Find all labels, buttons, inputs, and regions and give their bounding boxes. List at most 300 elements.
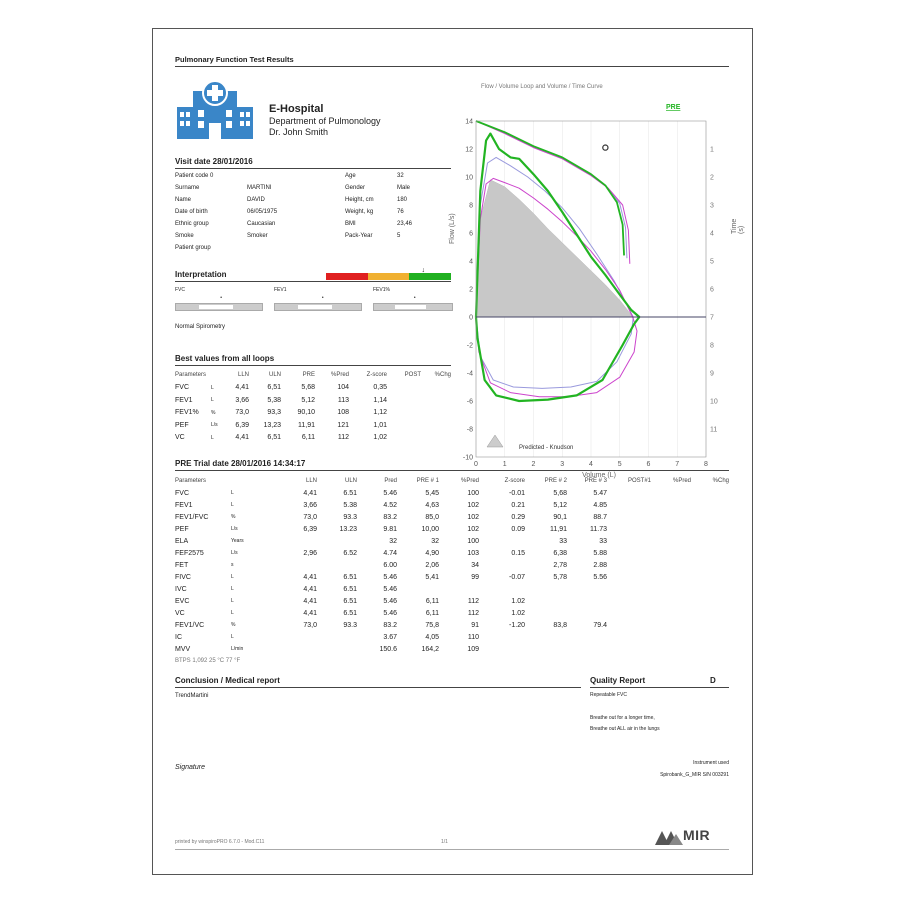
parameter-name: PEF xyxy=(175,525,189,533)
x-tick-label: 7 xyxy=(675,461,680,468)
table-cell: 93,3 xyxy=(267,409,281,417)
table-cell: 4,41 xyxy=(303,489,317,497)
table-cell: 1.02 xyxy=(511,597,525,605)
x-tick-label: 5 xyxy=(617,461,622,468)
table-cell xyxy=(651,523,691,535)
column-header: PRE # 2 xyxy=(544,478,567,484)
report-title: Pulmonary Function Test Results xyxy=(175,55,294,64)
y2-tick-label: 1 xyxy=(710,146,714,154)
parameter-name: FEV1/FVC xyxy=(175,513,209,521)
table-cell: 33 xyxy=(559,537,567,545)
title-rule xyxy=(175,66,729,67)
y-tick-label: 4 xyxy=(469,258,473,266)
table-cell: 5,12 xyxy=(301,396,315,404)
table-cell: -0.01 xyxy=(509,489,525,497)
hospital-icon xyxy=(175,79,255,139)
table-cell xyxy=(651,607,691,619)
table-cell xyxy=(317,535,357,547)
table-row xyxy=(175,643,729,655)
trial-title: PRE Trial date 28/01/2016 14:34:17 xyxy=(175,459,306,468)
table-cell xyxy=(691,595,729,607)
unit: Years xyxy=(231,538,244,544)
y2-axis-label: Time (s) xyxy=(731,218,745,234)
table-cell xyxy=(387,407,421,420)
table-cell: 73,0 xyxy=(303,513,317,521)
table-cell xyxy=(607,511,651,523)
patient-ethnic: Caucasian xyxy=(247,221,276,227)
mir-wordmark: MIR xyxy=(683,827,711,843)
table-cell xyxy=(607,499,651,511)
parameter-name: VC xyxy=(175,434,185,442)
x-axis-label: Volume (L) xyxy=(582,472,616,479)
table-cell: 5,12 xyxy=(553,501,567,509)
y2-tick-label: 3 xyxy=(710,202,714,210)
table-cell xyxy=(607,643,651,655)
table-cell: 91 xyxy=(471,621,479,629)
unit: L xyxy=(231,586,234,592)
table-cell: 5,68 xyxy=(301,384,315,392)
parameter-name: FEV1/VC xyxy=(175,621,205,629)
pre-legend: PRE xyxy=(666,104,681,111)
table-cell: 4,41 xyxy=(303,609,317,617)
table-cell: 5.46 xyxy=(383,585,397,593)
table-cell: 104 xyxy=(337,384,349,392)
instrument-value: Spirobank_G_MIR S/N 003291 xyxy=(660,772,729,778)
y2-tick-label: 2 xyxy=(710,174,714,182)
column-header xyxy=(211,369,225,382)
table-cell xyxy=(691,559,729,571)
unit: L/s xyxy=(231,526,238,532)
table-cell: 73,0 xyxy=(235,409,249,417)
table-row xyxy=(175,607,729,619)
table-row xyxy=(175,394,451,407)
table-row xyxy=(175,407,451,420)
table-cell: 5.46 xyxy=(383,573,397,581)
table-cell: 150.6 xyxy=(379,645,397,653)
y2-tick-label: 11 xyxy=(710,426,718,434)
table-cell xyxy=(567,595,607,607)
predicted-legend-swatch xyxy=(487,435,503,447)
table-cell: 6,11 xyxy=(425,609,439,617)
table-cell xyxy=(273,643,317,655)
column-header: PRE xyxy=(302,372,315,379)
table-cell xyxy=(525,607,567,619)
table-cell xyxy=(567,631,607,643)
table-cell: 10,00 xyxy=(421,525,439,533)
table-row xyxy=(175,619,729,631)
parameter-name: FEV1 xyxy=(175,501,193,509)
table-cell xyxy=(525,595,567,607)
table-cell: 75,8 xyxy=(425,621,439,629)
column-header: POST#1 xyxy=(627,478,651,484)
table-cell xyxy=(651,595,691,607)
indicator-label: FVC xyxy=(175,287,185,293)
table-cell: 1,12 xyxy=(373,409,387,417)
table-row xyxy=(175,631,729,643)
table-row xyxy=(175,419,451,432)
table-cell xyxy=(691,535,729,547)
table-cell: 83.2 xyxy=(383,621,397,629)
table-cell xyxy=(387,382,421,395)
table-row xyxy=(175,432,451,445)
y2-tick-label: 9 xyxy=(710,370,714,378)
table-cell: 0.15 xyxy=(511,549,525,557)
column-header: Parameters xyxy=(175,478,207,484)
visit-label: BMI xyxy=(345,221,356,227)
trial-table xyxy=(175,475,729,655)
table-cell: 6,11 xyxy=(301,434,315,442)
patient-packyear: 5 xyxy=(397,233,401,239)
severity-scale xyxy=(326,267,451,280)
y-axis-label: Flow (L/s) xyxy=(449,213,456,244)
hospital-doctor: Dr. John Smith xyxy=(269,127,329,137)
parameter-name: FVC xyxy=(175,384,189,392)
patient-height: 180 xyxy=(397,197,408,203)
table-cell: 11,91 xyxy=(550,525,567,533)
unit: L xyxy=(231,490,234,496)
table-cell: 4,41 xyxy=(303,585,317,593)
table-cell xyxy=(567,607,607,619)
table-cell: 0.29 xyxy=(511,513,525,521)
patient-bmi: 23,46 xyxy=(397,221,413,227)
x-tick-label: 8 xyxy=(704,461,708,468)
table-cell xyxy=(421,382,451,395)
instrument-label: Instrument used xyxy=(693,760,729,766)
indicator-label: FEV1% xyxy=(373,287,390,293)
unit: L xyxy=(231,502,234,508)
table-cell: 4,41 xyxy=(235,434,249,442)
fev1pct-indicator-bar xyxy=(373,303,453,311)
y-tick-label: 10 xyxy=(465,174,473,182)
visit-label: Weight, kg xyxy=(345,209,374,215)
report-page: Pulmonary Function Test Results E-Hospital Department of Pulmonology Dr. John Smith Visit date 28/01/2016 Patient code 0 Surname MARTINI Name DAVID Date of birth 06/05/1975 Ethnic group Caucasian Smoke Smoker Patient group Age 32 Gender Male Height, cm 180 Weight, kg 76 BMI 23,46 Pack-Year 5 Interpretation ↓ FVC • FEV1 • FEV1% • Normal Spirometry Best values from all loops Parameters LLN ULN PRE %Pred Z-score POST %Chg FVC L 4,41 6,51 5,68 104 0,35 FEV1 L 3,66 5,38 5,12 113 1,14 FEV1% % 73,0 93,3 90,10 108 1,12 PEF L/s 6,39 13,23 11,91 121 1,01 VC L 4,41 6,51 6,11 112 1,02 Flow / Volume Loop and Volume / Time Curve 0 1 2 3 4 5 6 7 8 -10 -8 -6 -4 -2 0 2 4 6 8 10 12 14 1 2 3 4 5 6 7 8 9 10 11 PRE Predicted - Knudson Volume (L) Flow (L/s) Time (s) PRE Trial date 28/01/2016 14:34:17 Parameters LLN ULN Pred PRE # 1 %Pred Z-score PRE # 2 PRE # 3 POST#1 %Pred %Chg FVC L 4,41 6.51 5.46 5,45 100 -0.01 5,68 5.47 FEV1 L 3,66 5.38 4.52 4,63 102 0.21 5,12 4.85 FEV1/FVC % 73,0 93.3 83.2 85,0 102 0.29 90,1 88.7 PEF L/s 6,39 13.23 9.81 10,00 102 0.09 11,91 11.73 ELA Years 32 32 100 33 33 FEF2575 L/s 2,96 6.52 4.74 4,90 103 0.15 6,38 5.88 FET s 6.00 2,06 34 2,78 2.88 FIVC L 4,41 6.51 5.46 5,41 99 -0.07 5,78 5.56 IVC L 4,41 6.51 5.46 EVC L 4,41 6.51 5.46 6,11 112 1.02 VC L 4,41 6.51 5.46 6,11 112 1.02 FEV1/VC % 73,0 93.3 83.2 75,8 91 -1.20 83,8 79.4 IC L 3.67 4,05 110 MVV L/min 150.6 164,2 109 BTPS 1,092 25 °C 77 °F Conclusion / Medical report TrendMartini Signature Quality Report D Repeatable FVC Breathe out for a longer time, Breathe out ALL air in the lungs Instrument used Spirobank_G_MIR S/N 003291 printed by winspiroPRO 6.7.0 - Mod.C11 1/1 MIR xyxy=(152,28,753,875)
table-cell xyxy=(691,511,729,523)
unit: L xyxy=(231,610,234,616)
severity-pointer-icon: ↓ xyxy=(421,267,425,274)
visit-rule xyxy=(175,168,451,169)
fvc-indicator-bar xyxy=(175,303,263,311)
bar-normal-range xyxy=(298,305,332,309)
column-header: PRE # 3 xyxy=(584,478,607,484)
patient-weight: 76 xyxy=(397,209,404,215)
unit: L/s xyxy=(231,550,238,556)
table-cell: 1,02 xyxy=(373,434,387,442)
visit-label: Name xyxy=(175,197,192,203)
x-tick-label: 0 xyxy=(474,461,478,468)
y-tick-label: -6 xyxy=(466,398,473,406)
x-tick-label: 4 xyxy=(589,461,593,468)
conclusion-rule xyxy=(175,687,581,688)
table-cell: 6,51 xyxy=(267,384,281,392)
column-header: %Chg xyxy=(434,372,451,379)
table-row xyxy=(175,547,729,559)
table-cell xyxy=(273,559,317,571)
x-tick-label: 6 xyxy=(646,461,651,468)
parameter-name: ELA xyxy=(175,537,189,545)
table-cell xyxy=(651,619,691,631)
table-cell xyxy=(525,631,567,643)
table-cell: 5.38 xyxy=(343,501,357,509)
patient-dob: 06/05/1975 xyxy=(247,209,278,215)
table-cell xyxy=(317,643,357,655)
table-cell xyxy=(651,643,691,655)
unit: L xyxy=(231,634,234,640)
parameter-name: VC xyxy=(175,609,185,617)
table-cell: 90,1 xyxy=(553,513,567,521)
table-cell: 4,41 xyxy=(303,597,317,605)
table-cell: 6,39 xyxy=(303,525,317,533)
unit: % xyxy=(231,622,236,628)
visit-label: Date of birth xyxy=(175,209,208,215)
table-cell: 1,14 xyxy=(373,396,387,404)
interpretation-rule xyxy=(175,281,451,282)
unit: L xyxy=(211,397,214,404)
signature-label: Signature xyxy=(175,764,205,771)
table-cell xyxy=(607,619,651,631)
table-cell xyxy=(607,559,651,571)
table-cell xyxy=(691,547,729,559)
table-cell: 6,39 xyxy=(235,421,249,429)
y-tick-label: -2 xyxy=(466,342,473,350)
table-cell xyxy=(479,631,525,643)
table-cell: 109 xyxy=(467,645,479,653)
table-cell xyxy=(607,487,651,499)
quality-line: Repeatable FVC xyxy=(590,692,627,698)
table-row xyxy=(175,382,451,395)
table-cell xyxy=(651,583,691,595)
table-cell: 4.74 xyxy=(383,549,397,557)
table-cell: 6.51 xyxy=(343,597,357,605)
table-cell xyxy=(691,499,729,511)
table-row xyxy=(175,487,729,499)
unit: L/min xyxy=(231,646,244,652)
table-cell xyxy=(387,394,421,407)
table-cell: 6,11 xyxy=(425,597,439,605)
table-cell: 102 xyxy=(467,525,479,533)
table-cell: 5.46 xyxy=(383,489,397,497)
indicator-label: FEV1 xyxy=(274,287,287,293)
table-cell xyxy=(691,583,729,595)
bar-normal-range xyxy=(395,305,426,309)
table-cell: 110 xyxy=(467,633,479,641)
table-cell: 85,0 xyxy=(425,513,439,521)
y2-tick-label: 7 xyxy=(710,314,714,322)
table-cell: 90,10 xyxy=(297,409,315,417)
y-tick-label: 2 xyxy=(469,286,473,294)
visit-label: Patient group xyxy=(175,245,211,251)
column-header: %Pred xyxy=(460,478,479,484)
table-cell xyxy=(479,535,525,547)
unit: % xyxy=(211,409,216,416)
best-values-table xyxy=(175,369,451,444)
y-tick-label: 0 xyxy=(469,314,473,322)
column-header: ULN xyxy=(268,372,281,379)
table-cell: 5.88 xyxy=(593,549,607,557)
table-cell: 4.85 xyxy=(593,501,607,509)
printed-by: printed by winspiroPRO 6.7.0 - Mod.C11 xyxy=(175,839,265,845)
table-cell: 32 xyxy=(431,537,439,545)
table-cell: 1,01 xyxy=(373,421,387,429)
table-cell: 0.21 xyxy=(511,501,525,509)
parameter-name: FEF2575 xyxy=(175,549,204,557)
predicted-legend-label: Predicted - Knudson xyxy=(519,445,574,451)
x-tick-label: 3 xyxy=(560,461,565,468)
table-cell: 6.51 xyxy=(343,585,357,593)
pef-marker-icon xyxy=(603,145,608,150)
table-row xyxy=(175,595,729,607)
table-row xyxy=(175,559,729,571)
patient-name: DAVID xyxy=(247,197,265,203)
unit: s xyxy=(231,562,234,568)
table-cell: 4,41 xyxy=(235,384,249,392)
table-cell xyxy=(421,394,451,407)
table-cell: 5,45 xyxy=(425,489,439,497)
parameter-name: IVC xyxy=(175,585,187,593)
patient-smoke: Smoker xyxy=(247,233,268,239)
table-cell: 100 xyxy=(467,489,479,497)
table-cell: 5,78 xyxy=(553,573,567,581)
column-header: LLN xyxy=(237,372,249,379)
table-cell: 83,8 xyxy=(553,621,567,629)
column-header: Z-score xyxy=(366,372,387,379)
column-header: %Pred xyxy=(672,478,691,484)
table-cell: 88.7 xyxy=(593,513,607,521)
column-header: POST xyxy=(404,372,421,379)
table-cell xyxy=(651,499,691,511)
parameter-name: EVC xyxy=(175,597,190,605)
y2-tick-label: 8 xyxy=(710,342,714,350)
parameter-name: FIVC xyxy=(175,573,191,581)
y-tick-label: 8 xyxy=(469,202,473,210)
visit-label: Gender xyxy=(345,185,366,191)
table-cell xyxy=(651,487,691,499)
y2-tick-label: 5 xyxy=(710,258,714,266)
table-cell: 0,35 xyxy=(373,384,387,392)
table-cell xyxy=(479,643,525,655)
y-tick-label: 14 xyxy=(465,118,473,126)
table-cell: -1.20 xyxy=(509,621,525,629)
conclusion-title: Conclusion / Medical report xyxy=(175,676,280,685)
visit-label: Age xyxy=(345,173,356,179)
y-tick-label: -10 xyxy=(462,454,473,462)
table-cell: 6.52 xyxy=(343,549,357,557)
table-cell: -0.07 xyxy=(509,573,525,581)
y-tick-label: 6 xyxy=(469,230,473,238)
table-cell: 32 xyxy=(389,537,397,545)
column-header: LLN xyxy=(305,478,317,484)
table-cell: 2,78 xyxy=(553,561,567,569)
table-cell: 13.23 xyxy=(339,525,357,533)
table-row xyxy=(175,499,729,511)
y2-tick-label: 10 xyxy=(710,398,718,406)
table-cell: 5,38 xyxy=(267,396,281,404)
parameter-name: FEV1 xyxy=(175,396,193,404)
page-number: 1/1 xyxy=(441,839,448,845)
table-cell xyxy=(651,535,691,547)
table-cell xyxy=(691,643,729,655)
table-cell: 5.46 xyxy=(383,597,397,605)
table-cell xyxy=(691,487,729,499)
table-cell: 112 xyxy=(467,609,479,617)
table-cell: 5.56 xyxy=(593,573,607,581)
hospital-name: E-Hospital xyxy=(269,103,324,115)
table-cell: 2.88 xyxy=(593,561,607,569)
table-cell: 6,38 xyxy=(553,549,567,557)
table-cell xyxy=(387,432,421,445)
trial-rule xyxy=(175,470,729,471)
table-cell xyxy=(651,559,691,571)
visit-label: Ethnic group xyxy=(175,221,209,227)
table-cell: 108 xyxy=(337,409,349,417)
table-cell xyxy=(607,547,651,559)
table-cell: 0.09 xyxy=(511,525,525,533)
table-cell: 103 xyxy=(467,549,479,557)
parameter-name: IC xyxy=(175,633,182,641)
table-cell xyxy=(607,571,651,583)
visit-label: Smoke xyxy=(175,233,194,239)
fev1-indicator-bar xyxy=(274,303,362,311)
table-row xyxy=(175,583,729,595)
table-cell: 4,41 xyxy=(303,573,317,581)
x-tick-label: 2 xyxy=(531,461,536,468)
parameter-name: FVC xyxy=(175,489,189,497)
parameter-name: FET xyxy=(175,561,189,569)
table-cell: 4,63 xyxy=(425,501,439,509)
table-row xyxy=(175,523,729,535)
table-cell: 34 xyxy=(471,561,479,569)
table-row xyxy=(175,571,729,583)
unit: % xyxy=(231,514,236,520)
table-cell: 2,06 xyxy=(425,561,439,569)
table-cell: 33 xyxy=(599,537,607,545)
footer-rule xyxy=(175,849,729,850)
table-cell: 6,51 xyxy=(267,434,281,442)
table-cell xyxy=(421,407,451,420)
table-cell: 6.00 xyxy=(383,561,397,569)
table-cell xyxy=(607,523,651,535)
interpretation-result: Normal Spirometry xyxy=(175,324,226,330)
table-cell: 4,90 xyxy=(425,549,439,557)
table-cell xyxy=(317,631,357,643)
table-cell: 11,91 xyxy=(298,421,315,429)
table-cell xyxy=(317,559,357,571)
interpretation-title: Interpretation xyxy=(175,270,227,279)
table-cell xyxy=(607,583,651,595)
column-header: %Chg xyxy=(712,478,729,484)
table-cell xyxy=(479,583,525,595)
table-cell: 13,23 xyxy=(263,421,281,429)
x-tick-label: 1 xyxy=(502,461,507,468)
table-cell: 73,0 xyxy=(303,621,317,629)
table-cell: 100 xyxy=(467,537,479,545)
visit-title: Visit date 28/01/2016 xyxy=(175,157,253,166)
parameter-name: FEV1% xyxy=(175,409,199,417)
table-cell xyxy=(421,419,451,432)
table-cell xyxy=(567,643,607,655)
table-cell: 102 xyxy=(467,513,479,521)
visit-label: Height, cm xyxy=(345,197,374,203)
table-cell xyxy=(607,595,651,607)
unit: L xyxy=(211,384,214,391)
table-cell: 93.3 xyxy=(343,621,357,629)
table-cell: 5,41 xyxy=(425,573,439,581)
bar-normal-range xyxy=(199,305,233,309)
y2-tick-label: 6 xyxy=(710,286,714,294)
y-tick-label: 12 xyxy=(465,146,473,154)
table-cell xyxy=(607,607,651,619)
table-cell xyxy=(421,432,451,445)
table-cell: 6.51 xyxy=(343,489,357,497)
